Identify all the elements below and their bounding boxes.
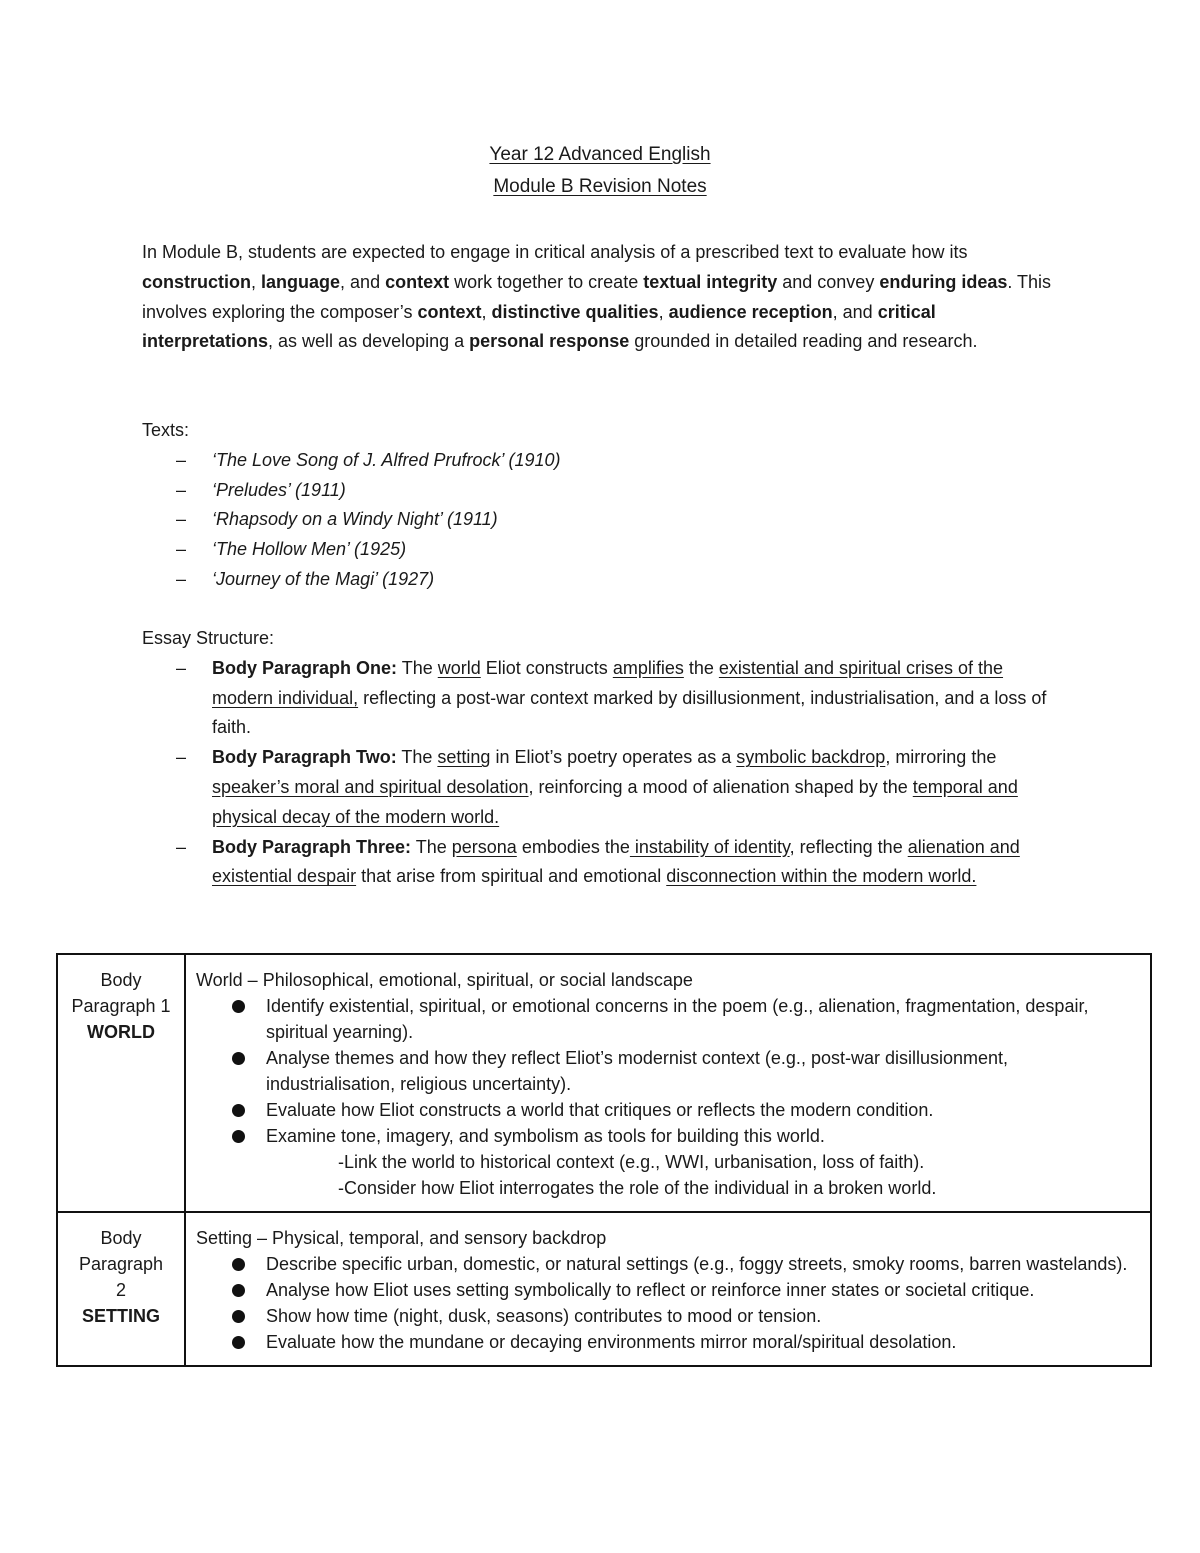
row-content-setting (185, 1212, 1151, 1366)
bullet-list (196, 993, 1140, 1149)
keyword: enduring ideas (879, 271, 1008, 292)
keyword: construction (142, 271, 252, 292)
row-label-setting: Body Paragraph 2 SETTING (57, 1212, 185, 1366)
essay-list (142, 654, 1062, 892)
intro-paragraph: In Module B, students are expected to engage in critical analysis of a prescribed text to evaluate how its construction, language, and context work together to create textual integrity and convey enduring ideas. This involves exploring the composer’s context, distinctive qualities, audience reception, and critical interpretations, as well as developing a personal response grounded in detailed reading and research. (142, 242, 1052, 352)
keyword: distinctive qualities (491, 301, 659, 322)
keyword: audience reception (668, 301, 833, 322)
bullet-icon (232, 1052, 245, 1065)
texts-section (142, 416, 1062, 595)
essay-item-three: – Body Paragraph Three: The persona embodies the instability of identity, reflecting the alienation and existential despair that arise from spiritual and emotional disconnection within the modern world. (176, 836, 1020, 887)
list-item: Analyse how Eliot uses setting symbolically to reflect or reinforce inner states or societal critique. (196, 1277, 1140, 1303)
row-label-world: Body Paragraph 1 WORLD (57, 954, 185, 1212)
table-row (57, 954, 1151, 1212)
list-item: Analyse themes and how they reflect Eliot’s modernist context (e.g., post-war disillusionment, industrialisation, religious uncertainty). (196, 1045, 1140, 1097)
list-item: Evaluate how Eliot constructs a world that critiques or reflects the modern condition. (196, 1097, 1140, 1123)
texts-list (142, 446, 1062, 595)
keyword: personal response (469, 331, 630, 352)
list-item: – ‘The Hollow Men’ (1925) (176, 539, 407, 560)
list-item: Evaluate how the mundane or decaying environments mirror moral/spiritual desolation. (196, 1329, 1140, 1355)
paragraph-structure-table (56, 953, 1152, 1367)
essay-heading: Essay Structure: (142, 628, 275, 648)
row-heading: World – Philosophical, emotional, spiritual, or social landscape (196, 970, 693, 990)
list-item: Show how time (night, dusk, seasons) contributes to mood or tension. (196, 1303, 1140, 1329)
list-item: Examine tone, imagery, and symbolism as tools for building this world. (196, 1123, 1140, 1149)
sub-point: -Consider how Eliot interrogates the role of the individual in a broken world. (338, 1178, 937, 1198)
essay-item-two: – Body Paragraph Two: The setting in Eliot’s poetry operates as a symbolic backdrop, mirroring the speaker’s moral and spiritual desolation, reinforcing a mood of alienation shaped by the temporal and physical decay of the modern world. (176, 747, 1018, 827)
list-item: – ‘The Love Song of J. Alfred Prufrock’ (1910) (176, 449, 561, 470)
document-subtitle: Module B Revision Notes (493, 176, 707, 197)
keyword: textual integrity (643, 271, 778, 292)
bullet-icon (232, 1258, 245, 1271)
bullet-icon (232, 1104, 245, 1117)
keyword: language (261, 271, 341, 292)
essay-item-one: – Body Paragraph One: The world Eliot constructs amplifies the existential and spiritual crises of the modern individual, reflecting a post-war context marked by disillusionment, industrialisation, and a loss of faith. (176, 657, 1047, 738)
row-content-world (185, 954, 1151, 1212)
texts-heading: Texts: (142, 420, 190, 440)
keyword: context (417, 301, 482, 322)
keyword: context (385, 271, 450, 292)
bullet-icon (232, 1000, 245, 1013)
keyword: critical interpretations (142, 301, 936, 352)
list-item: – ‘Preludes’ (1911) (176, 479, 346, 500)
list-item: Identify existential, spiritual, or emotional concerns in the poem (e.g., alienation, fragmentation, despair, spiritual yearning). (196, 993, 1140, 1045)
bullet-icon (232, 1336, 245, 1349)
list-item: Describe specific urban, domestic, or natural settings (e.g., foggy streets, smoky rooms, barren wastelands). (196, 1251, 1140, 1277)
essay-structure-section (142, 624, 1062, 892)
row-heading: Setting – Physical, temporal, and sensory backdrop (196, 1228, 607, 1248)
sub-point: -Link the world to historical context (e.g., WWI, urbanisation, loss of faith). (338, 1152, 925, 1172)
document-title: Year 12 Advanced English (489, 144, 711, 165)
bullet-icon (232, 1310, 245, 1323)
bullet-icon (232, 1130, 245, 1143)
table-row (57, 1212, 1151, 1366)
bullet-list (196, 1251, 1140, 1355)
list-item: – ‘Journey of the Magi’ (1927) (176, 568, 435, 589)
list-item: – ‘Rhapsody on a Windy Night’ (1911) (176, 509, 498, 530)
bullet-icon (232, 1284, 245, 1297)
